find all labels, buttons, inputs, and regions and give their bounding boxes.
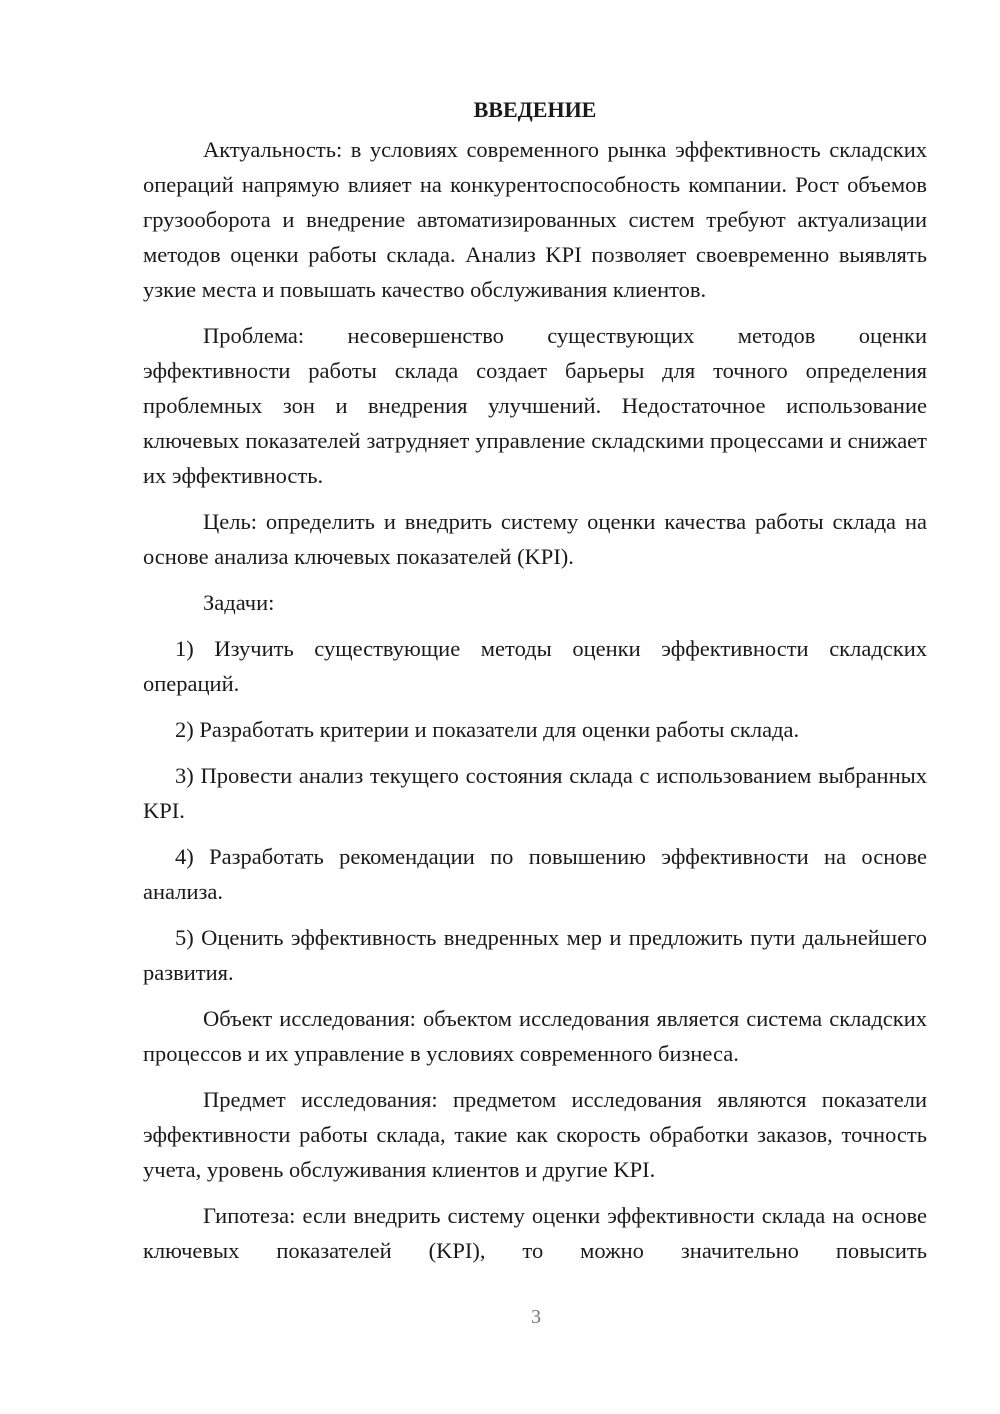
task-item-2: 2) Разработать критерии и показатели для оценки работы склада. — [175, 717, 800, 742]
goal-paragraph: Цель: определить и внедрить систему оценки качества работы склада на основе анализа ключевых показателей (KPI). — [143, 509, 927, 569]
task-item-4: 4) Разработать рекомендации по повышению эффективности на основе анализа. — [143, 844, 927, 904]
task-item-1: 1) Изучить существующие методы оценки эффективности складских операций. — [143, 636, 927, 696]
relevance-paragraph: Актуальность: в условиях современного рынка эффективность складских операций напрямую влияет на конкурентоспособность компании. Рост объемов грузооборота и внедрение автоматизированных систем требуют актуализации методов оценки работы склада. Анализ KPI позволяет своевременно выявлять узкие места и повышать качество обслуживания клиентов. — [143, 137, 927, 302]
tasks-label: Задачи: — [203, 590, 275, 615]
page-content — [143, 92, 927, 1268]
subject-paragraph: Предмет исследования: предметом исследования являются показатели эффективности работы склада, такие как скорость обработки заказов, точность учета, уровень обслуживания клиентов и другие KPI. — [143, 1087, 927, 1182]
page-title: ВВЕДЕНИЕ — [473, 97, 597, 122]
task-item-5: 5) Оценить эффективность внедренных мер и предложить пути дальнейшего развития. — [143, 925, 927, 985]
task-item-3: 3) Провести анализ текущего состояния склада с использованием выбранных KPI. — [143, 763, 927, 823]
object-paragraph: Объект исследования: объектом исследования является система складских процессов и их управление в условиях современного бизнеса. — [143, 1006, 927, 1066]
page-number: 3 — [531, 1306, 541, 1328]
hypothesis-paragraph: Гипотеза: если внедрить систему оценки эффективности склада на основе ключевых показателей (KPI), то можно значительно повысить — [143, 1203, 927, 1263]
problem-paragraph: Проблема: несовершенство существующих методов оценки эффективности работы склада создает барьеры для точного определения проблемных зон и внедрения улучшений. Недостаточное использование ключевых показателей затрудняет управление складскими процессами и снижает их эффективность. — [143, 323, 927, 488]
